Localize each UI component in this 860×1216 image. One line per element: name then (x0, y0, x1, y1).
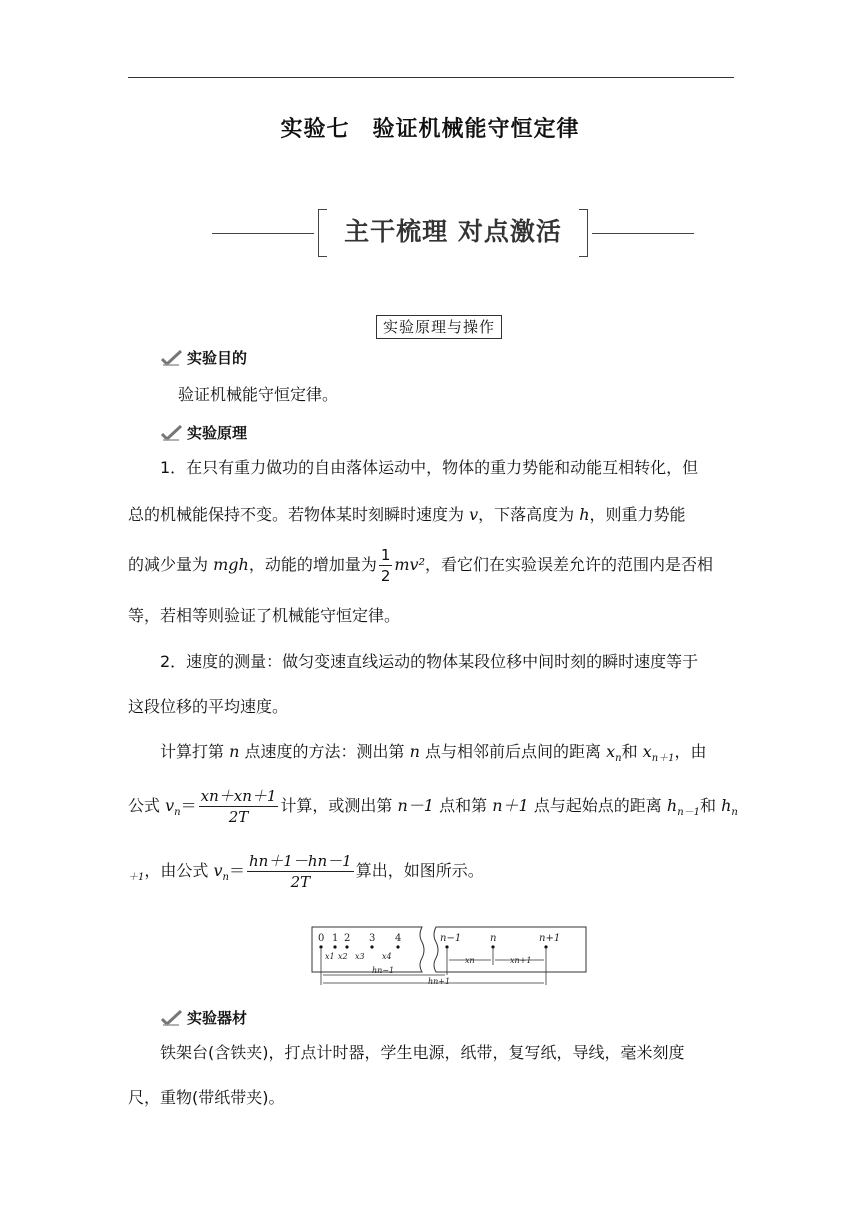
dot-0 (319, 945, 322, 948)
banner-rule-left (212, 233, 314, 234)
checkmark-icon (161, 1010, 183, 1026)
label-hn-1: hn−1 (372, 966, 395, 975)
tick-1: 1 (332, 933, 339, 944)
fraction-velocity-h: $\frac{hn+1-hn-1}{2T}$ (248, 852, 352, 891)
principle-p1-line2: 总的机械能保持不变。若物体某时刻瞬时速度为 v，下落高度为 h，则重力势能 (128, 505, 686, 524)
fraction-half: $\frac{1}{2}$ (380, 546, 391, 585)
label-x3: x3 (355, 952, 365, 961)
principle-p4: 公式 $v_n=$ $\frac{xn+xn+1}{2T}$ 计算，或测出第 n－1 点和第 n＋1 点与起始点的距离 $h_{n-1}$和 $h_n$ (128, 787, 738, 826)
label-xn: xn (465, 956, 475, 965)
dot-1 (333, 945, 336, 948)
principle-p2-line2: 这段位移的平均速度。 (128, 697, 289, 716)
section-heading-principle (161, 422, 247, 443)
dot-n (491, 945, 494, 948)
principle-p1-line4: 等，若相等则验证了机械能守恒定律。 (128, 606, 401, 625)
banner-rule-right (592, 233, 694, 234)
fraction-velocity-x: $\frac{xn+xn+1}{2T}$ (200, 787, 277, 826)
equipment-line2: 尺，重物(带纸带夹)。 (128, 1088, 285, 1107)
principle-p1-line3: 的减少量为 mgh，动能的增加量为 $\frac{1}{2}$ mv²，看它们在实验误差允许的范围内是否相 (128, 546, 714, 585)
equipment-line1: 铁架台(含铁夹)，打点计时器，学生电源，纸带，复写纸，导线，毫米刻度 (160, 1043, 685, 1062)
banner-bracket-left (318, 209, 327, 257)
header-rule (128, 77, 734, 78)
checkmark-icon (161, 350, 183, 366)
dot-2 (345, 945, 348, 948)
principle-p2-line1: 2．速度的测量：做匀变速直线运动的物体某段位移中间时刻的瞬时速度等于 (160, 652, 699, 671)
dot-4 (396, 945, 399, 948)
label-hn+1: hn+1 (428, 977, 451, 986)
section-heading-equipment (161, 1007, 247, 1028)
label-x1: x1 (325, 952, 335, 961)
principle-p5: $_{+1}$，由公式 $v_n=$ $\frac{hn+1-hn-1}{2T}$ 算出，如图所示。 (128, 852, 484, 891)
tick-n: n (490, 933, 497, 944)
paper-tape-figure (310, 925, 588, 987)
section-heading-text: 实验目的 (187, 349, 248, 367)
dot-n-minus-1 (445, 945, 448, 948)
tick-2: 2 (344, 933, 351, 944)
dot-n-plus-1 (544, 945, 547, 948)
tick-4: 4 (395, 933, 402, 944)
section-heading-purpose (161, 347, 247, 368)
page-title: 实验七 验证机械能守恒定律 (280, 117, 580, 142)
tick-n-plus-1: n+1 (539, 933, 561, 944)
principle-p1-line1: 1．在只有重力做功的自由落体运动中，物体的重力势能和动能互相转化，但 (160, 458, 699, 477)
banner-text: 主干梳理 对点激活 (344, 217, 562, 246)
tape-left-segment (312, 927, 424, 972)
section-heading-text: 实验器材 (187, 1009, 248, 1027)
label-x4: x4 (382, 952, 392, 961)
label-xn1: xn+1 (510, 956, 532, 965)
boxed-subheading: 实验原理与操作 (376, 315, 502, 339)
purpose-text: 验证机械能守恒定律。 (178, 385, 339, 404)
tick-n-minus-1: n−1 (440, 933, 462, 944)
principle-p3: 计算打第 n 点速度的方法：测出第 n 点与相邻前后点间的距离 $x_n$和 $x_{n+1}$，由 (160, 742, 707, 764)
tick-0: 0 (318, 933, 325, 944)
dot-3 (370, 945, 373, 948)
banner-bracket-right (579, 209, 588, 257)
section-heading-text: 实验原理 (187, 424, 248, 442)
checkmark-icon (161, 425, 183, 441)
section-banner (212, 207, 694, 259)
tick-3: 3 (369, 933, 376, 944)
label-x2: x2 (338, 952, 348, 961)
